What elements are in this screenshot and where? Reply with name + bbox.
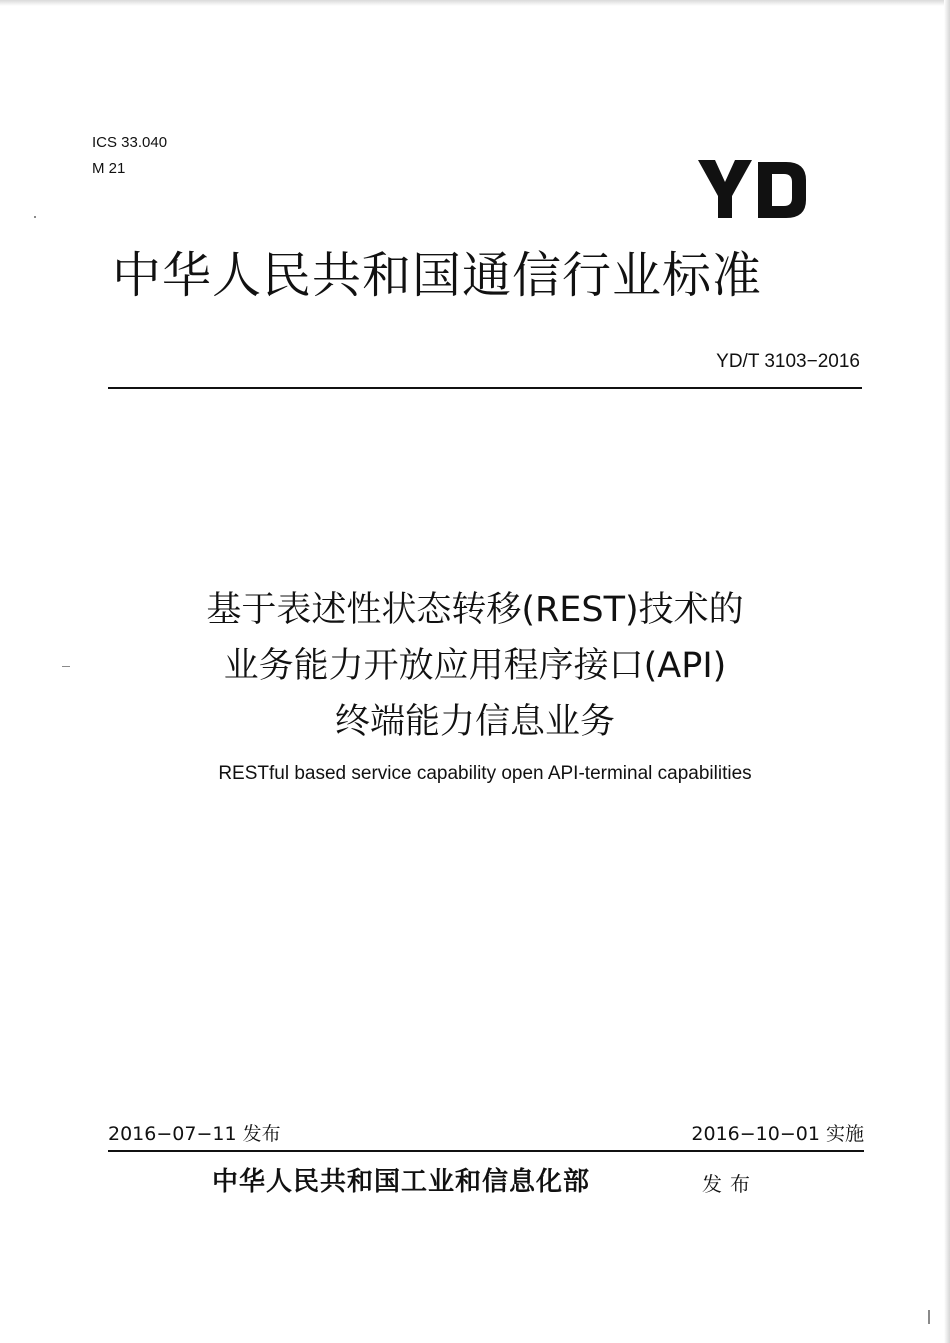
document-title-line-1: 基于表述性状态转移(REST)技术的 [206, 590, 744, 630]
yd-logo [698, 160, 808, 220]
ics-code: ICS 33.040 [92, 134, 168, 151]
issuer-name: 中华人民共和国工业和信息化部 [212, 1167, 591, 1197]
standard-category-title: 中华人民共和国通信行业标准 [112, 247, 763, 304]
scan-speck [928, 1310, 930, 1324]
document-title [0, 582, 950, 750]
implementation-date: 2016−10−01 实施 [691, 1123, 864, 1145]
ccs-code: M 21 [92, 160, 126, 177]
document-title-english: RESTful based service capability open API-terminal capabilities [218, 763, 752, 784]
scan-edge-top [0, 0, 950, 6]
issuer-action: 发布 [702, 1172, 758, 1196]
document-title-line-3: 终端能力信息业务 [334, 702, 615, 742]
standard-number: YD/T 3103−2016 [716, 351, 860, 372]
document-title-line-2: 业务能力开放应用程序接口(API) [223, 646, 727, 686]
header-divider [108, 387, 862, 389]
scan-speck [34, 216, 36, 218]
scan-speck [62, 666, 70, 667]
issue-date: 2016−07−11 发布 [108, 1123, 281, 1145]
footer-divider [108, 1150, 864, 1152]
